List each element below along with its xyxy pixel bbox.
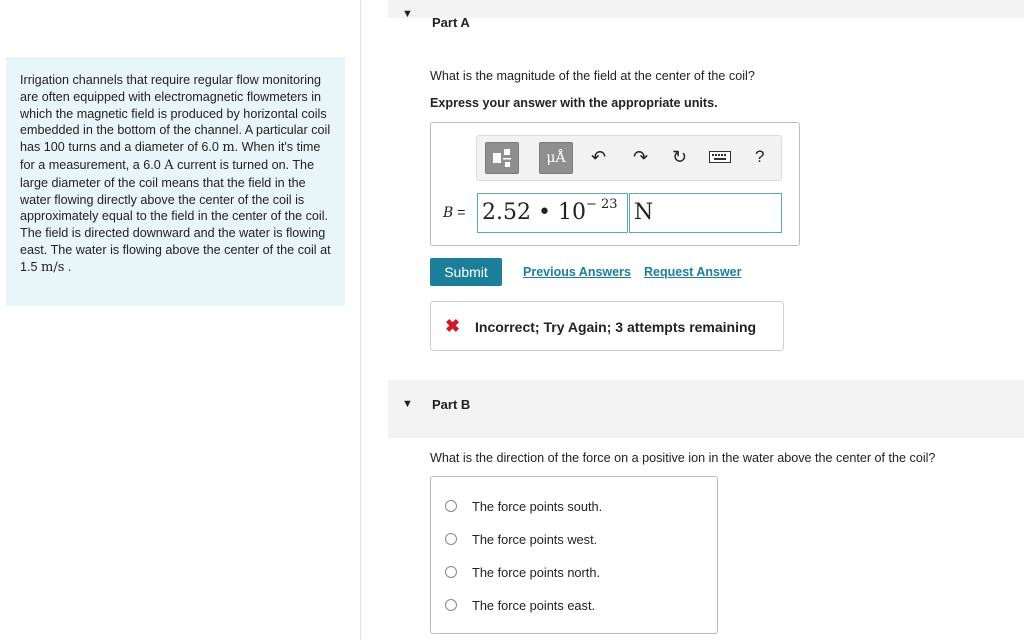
keyboard-glyph: [709, 149, 731, 165]
templates-icon: [486, 143, 518, 173]
unit-meters-per-second: m/s: [41, 259, 65, 275]
radio-button[interactable]: [445, 500, 457, 512]
feedback-text: Incorrect; Try Again; 3 attempts remaining: [475, 319, 757, 335]
templates-button[interactable]: [485, 142, 519, 174]
problem-text-2: . When it's time for a measurement, a 6.0: [20, 140, 321, 172]
value-input[interactable]: [477, 193, 628, 233]
radio-button[interactable]: [445, 566, 457, 578]
left-pane: [0, 0, 361, 640]
choice-label: The force points south.: [472, 499, 603, 514]
undo-icon[interactable]: ↶: [591, 147, 607, 167]
value-exponent: − 23: [586, 197, 618, 212]
problem-text-1: Irrigation channels that require regular flow monitoring are often equipped with electromagnetic flowmeters in which the magnetic field is produced by horizontal coils embedded in the bottom of the channel. A particular coil has 100 turns and a diameter of 6.0: [20, 73, 331, 155]
help-icon[interactable]: ?: [755, 147, 765, 166]
problem-text-3: current is turned on. The large diameter of the coil means that the field in the water flowing directly above the center of the coil is approximately equal to the field in the center of the coil. The field is directed downward and the water is flowing east. The water is flowing above the center of the coil at 1.5: [20, 157, 331, 274]
value-mantissa: 2.52 • 10: [482, 200, 586, 225]
unit-input[interactable]: [629, 193, 782, 233]
previous-answers-link[interactable]: Previous Answers: [523, 265, 631, 279]
unit-ampere: A: [164, 157, 174, 173]
redo-icon[interactable]: ↷: [633, 147, 649, 167]
problem-statement: [6, 58, 345, 306]
part-b-header[interactable]: [388, 380, 1024, 438]
choice-label: The force points north.: [472, 565, 601, 580]
choice-label: The force points west.: [472, 532, 598, 547]
collapse-triangle-icon[interactable]: ▼: [402, 8, 413, 20]
part-a-question: What is the magnitude of the field at the center of the coil?: [430, 69, 755, 83]
submit-button[interactable]: Submit: [430, 258, 502, 286]
collapse-triangle-icon[interactable]: ▼: [402, 398, 413, 410]
math-toolbar: [476, 135, 782, 181]
variable-label: B: [443, 205, 454, 221]
unit-meter: m: [222, 140, 235, 156]
radio-button[interactable]: [445, 533, 457, 545]
radio-button[interactable]: [445, 599, 457, 611]
units-button[interactable]: μÅ: [539, 142, 573, 174]
unit-value: N: [634, 200, 654, 225]
reset-icon[interactable]: ↻: [672, 147, 688, 167]
request-answer-link[interactable]: Request Answer: [644, 265, 742, 279]
choice-label: The force points east.: [472, 598, 596, 613]
choices-box: [430, 476, 718, 634]
equals-sign: =: [457, 204, 466, 220]
equation-label: [443, 204, 465, 221]
part-b-title: Part B: [432, 397, 471, 412]
part-b-question: What is the direction of the force on a positive ion in the water above the center of the coil?: [430, 451, 936, 465]
part-a-instruction: Express your answer with the appropriate units.: [430, 96, 718, 110]
part-a-header[interactable]: [388, 0, 1024, 30]
keyboard-icon[interactable]: [709, 148, 731, 170]
part-a-title: Part A: [432, 15, 470, 30]
incorrect-icon: ✖: [445, 316, 461, 336]
feedback-message: [430, 301, 784, 351]
problem-text-4: .: [64, 259, 72, 274]
